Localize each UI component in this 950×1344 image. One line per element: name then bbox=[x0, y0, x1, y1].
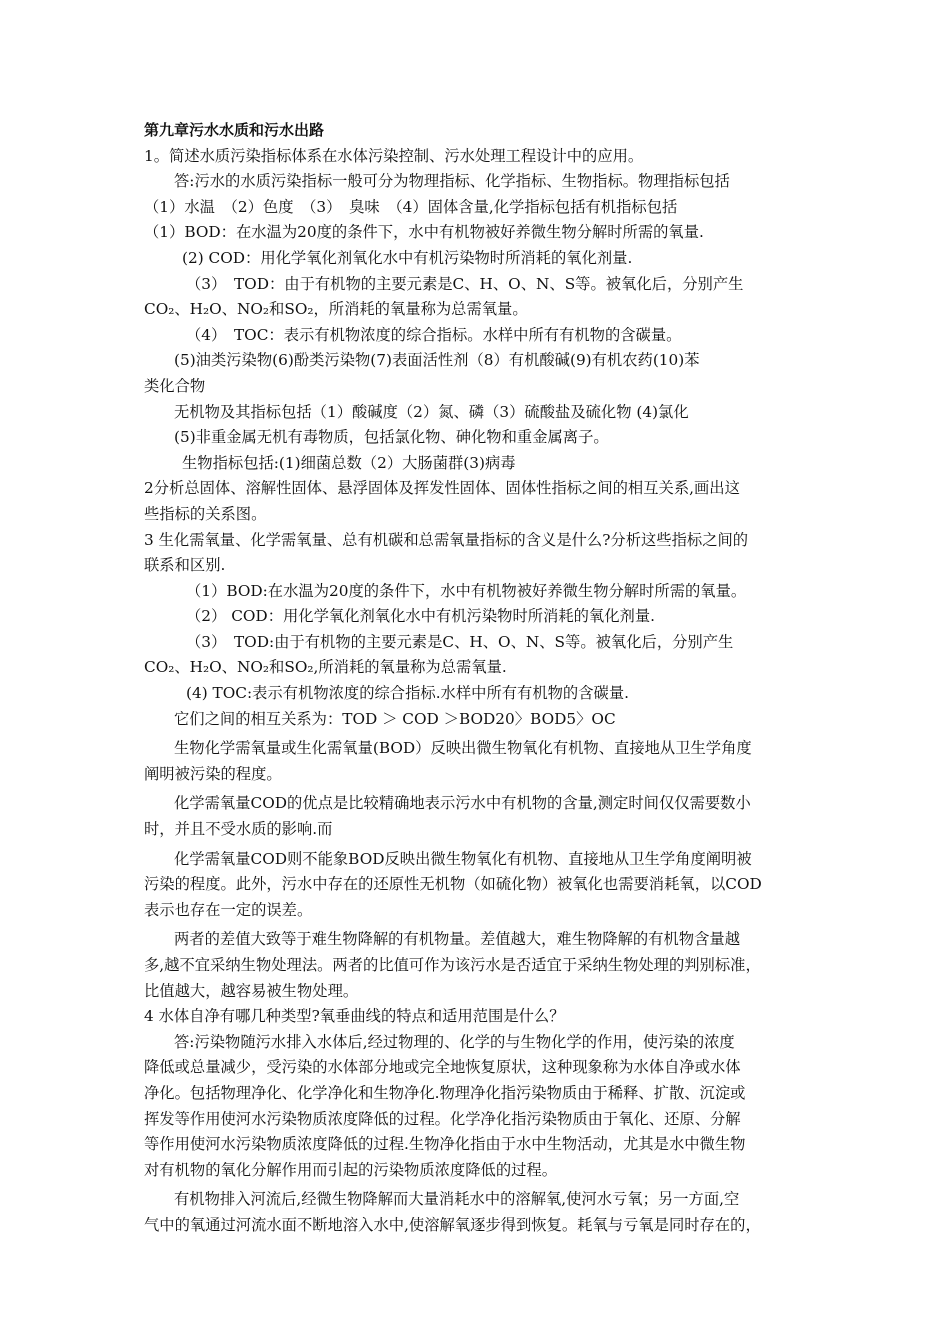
text-line: CO₂、H₂O、NO₂和SO₂,所消耗的氧量称为总需氧量. bbox=[144, 658, 507, 677]
text-line: 比值越大，越容易被生物处理。 bbox=[144, 981, 359, 1000]
text-line: （3） TOD:由于有机物的主要元素是C、H、O、N、S等。被氧化后，分别产生 bbox=[186, 632, 734, 651]
text-line: 生物指标包括:(1)细菌总数（2）大肠菌群(3)病毒 bbox=[182, 453, 516, 472]
text-line: 无机物及其指标包括（1）酸碱度（2）氮、磷（3）硫酸盐及硫化物 (4)氯化 bbox=[174, 402, 689, 421]
text-line: CO₂、H₂O、NO₂和SO₂，所消耗的氧量称为总需氧量。 bbox=[144, 300, 528, 319]
text-line: 净化。包括物理净化、化学净化和生物净化.物理净化指污染物质由于稀释、扩散、沉淀或 bbox=[144, 1083, 746, 1102]
text-line: 类化合物 bbox=[144, 376, 206, 395]
chapter-title: 第九章污水水质和污水出路 bbox=[144, 121, 325, 139]
document-body bbox=[144, 118, 814, 1239]
text-line: 等作用使河水污染物质浓度降低的过程.生物净化指由于水中生物活动，尤其是水中微生物 bbox=[144, 1135, 746, 1154]
text-line: (2) COD：用化学氧化剂氧化水中有机污染物时所消耗的氧化剂量. bbox=[182, 248, 633, 267]
answer-paragraph: 答:污染物随污水排入水体后,经过物理的、化学的与生物化学的作用，使污染的浓度 bbox=[174, 1032, 735, 1051]
text-line: （3） TOD：由于有机物的主要元素是C、H、O、N、S等。被氧化后，分别产生 bbox=[186, 274, 744, 293]
text-line: 它们之间的相互关系为：TOD ＞ COD ＞BOD20〉BOD5〉OC bbox=[174, 709, 616, 728]
text-line: 气中的氧通过河流水面不断地溶入水中,使溶解氧逐步得到恢复。耗氧与亏氧是同时存在的， bbox=[144, 1215, 761, 1234]
text-line: 污染的程度。此外，污水中存在的还原性无机物（如硫化物）被氧化也需要消耗氧，以COD bbox=[144, 875, 762, 894]
text-line: （4） TOC：表示有机物浓度的综合指标。水样中所有有机物的含碳量。 bbox=[186, 325, 682, 344]
text-line: 有机物排入河流后,经微生物降解而大量消耗水中的溶解氧,使河水亏氧；另一方面,空 bbox=[174, 1190, 740, 1209]
question-3: 3 生化需氧量、化学需氧量、总有机碳和总需氧量指标的含义是什么?分析这些指标之间的 bbox=[144, 530, 749, 549]
text-line: （2） COD：用化学氧化剂氧化水中有机污染物时所消耗的氧化剂量. bbox=[186, 607, 655, 626]
text-line: （1）水温 （2）色度 （3） 臭味 （4）固体含量,化学指标包括有机指标包括 bbox=[144, 197, 678, 216]
text-line: 对有机物的氧化分解作用而引起的污染物质浓度降低的过程。 bbox=[144, 1160, 558, 1179]
text-line: 两者的差值大致等于难生物降解的有机物量。差值越大，难生物降解的有机物含量越 bbox=[174, 930, 740, 949]
text-line: 生物化学需氧量或生化需氧量(BOD）反映出微生物氧化有机物、直接地从卫生学角度 bbox=[174, 739, 752, 758]
text-line: 些指标的关系图。 bbox=[144, 504, 267, 523]
text-line: （1）BOD:在水温为20度的条件下，水中有机物被好养微生物分解时所需的氧量。 bbox=[186, 581, 747, 600]
question-4: 4 水体自净有哪几种类型?氧垂曲线的特点和适用范围是什么？ bbox=[144, 1007, 565, 1026]
text-line: 挥发等作用使河水污染物质浓度降低的过程。化学净化指污染物质由于氧化、还原、分解 bbox=[144, 1109, 741, 1128]
text-line: 阐明被污染的程度。 bbox=[144, 764, 282, 783]
text-line: 联系和区别. bbox=[144, 556, 226, 575]
text-line: 时，并且不受水质的影响.而 bbox=[144, 820, 333, 839]
text-line: （1）BOD：在水温为20度的条件下，水中有机物被好养微生物分解时所需的氧量. bbox=[144, 223, 704, 242]
question-1: 1。简述水质污染指标体系在水体污染控制、污水处理工程设计中的应用。 bbox=[144, 146, 644, 165]
text-line: 化学需氧量COD则不能象BOD反映出微生物氧化有机物、直接地从卫生学角度阐明被 bbox=[174, 849, 752, 868]
text-line: (4) TOC:表示有机物浓度的综合指标.水样中所有有机物的含碳量. bbox=[186, 684, 629, 703]
text-line: 降低或总量减少，受污染的水体部分地或完全地恢复原状，这种现象称为水体自净或水体 bbox=[144, 1058, 741, 1077]
answer-paragraph: 答:污水的水质污染指标一般可分为物理指标、化学指标、生物指标。物理指标包括 bbox=[174, 172, 730, 191]
text-line: 化学需氧量COD的优点是比较精确地表示污水中有机物的含量,测定时间仅仅需要数小 bbox=[174, 794, 751, 813]
text-line: (5)非重金属无机有毒物质，包括氯化物、砷化物和重金属离子。 bbox=[174, 428, 609, 447]
question-2: 2分析总固体、溶解性固体、悬浮固体及挥发性固体、固体性指标之间的相互关系,画出这 bbox=[144, 479, 740, 498]
text-line: 表示也存在一定的误差。 bbox=[144, 900, 313, 919]
text-line: 多,越不宜采纳生物处理法。两者的比值可作为该污水是否适宜于采纳生物处理的判别标准， bbox=[144, 956, 761, 974]
text-line: (5)油类污染物(6)酚类污染物(7)表面活性剂（8）有机酸碱(9)有机农药(10)苯 bbox=[174, 351, 700, 370]
